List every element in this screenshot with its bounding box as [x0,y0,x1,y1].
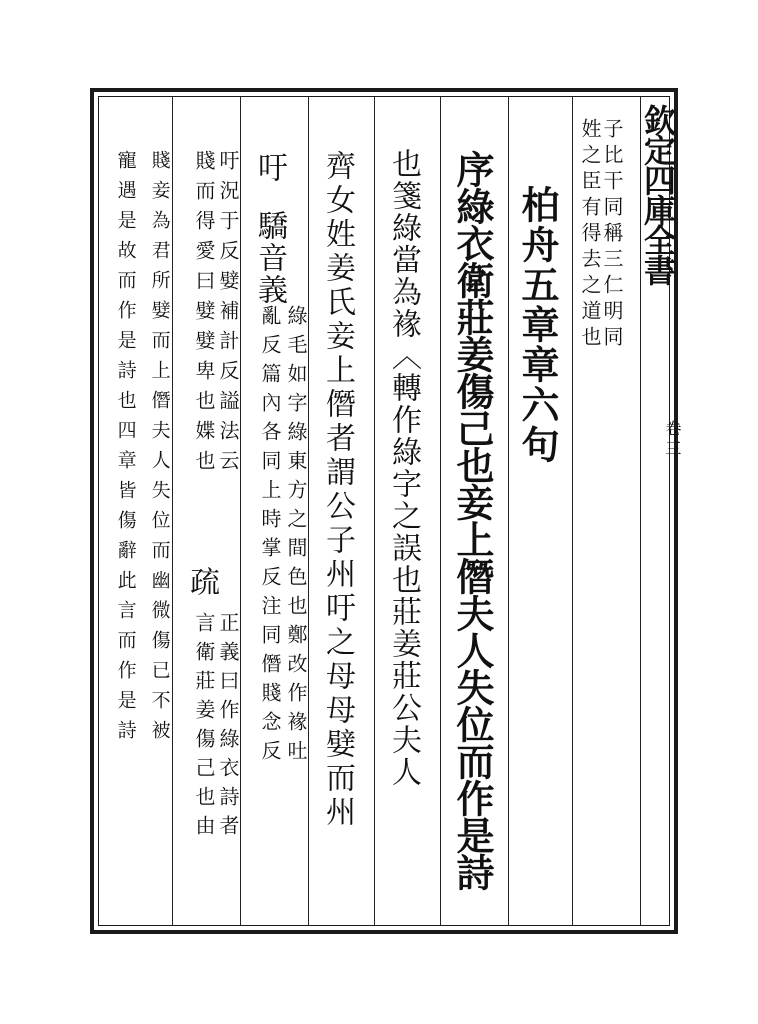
commentary-line: 言衛莊姜傷己也由 [192,612,216,844]
commentary-line: 子比干同稱三仁明同 [600,118,624,352]
column-rule [508,97,509,925]
column-rule [374,97,375,925]
book-title: 欽定四庫全書 [639,104,677,284]
commentary-line: 賤而得愛曰嬖嬖卑也媟也 [192,150,216,480]
commentary-character: 吁 [252,152,287,185]
shu-marker: 疏 [184,566,219,599]
commentary-line: 亂反篇內各同上時掌反注同僭賤念反 [258,305,282,769]
commentary-column: 齊女姓姜氏妾上僭者謂公子州吁之母母嬖而州 [320,150,355,830]
commentary-line: 正義曰作綠衣詩者 [216,612,240,844]
commentary-column: 也箋綠當為褖〈轉作綠字之誤也莊姜莊公夫人 [386,148,421,788]
preface-line: 序綠衣衛莊姜傷己也妾上僭夫人失位而作是詩 [450,150,495,890]
column-rule [572,97,573,925]
commentary-line: 綠毛如字綠東方之間色也鄭改作褖吐 [284,305,308,769]
commentary-line: 寵遇是故而作是詩也四章皆傷辭此言而作是詩 [114,150,137,750]
phonetic-heading: 驕音義 [252,210,287,306]
commentary-line: 姓之臣有得去之道也 [578,118,602,352]
commentary-line: 吁況于反嬖補計反謚法云 [216,150,240,480]
commentary-line: 賤妾為君所嬖而上僭夫人失位而幽微傷已不被 [148,150,171,750]
volume-label: 卷三 [663,420,682,460]
section-heading: 柏舟五章章六句 [515,185,560,465]
column-rule [440,97,441,925]
